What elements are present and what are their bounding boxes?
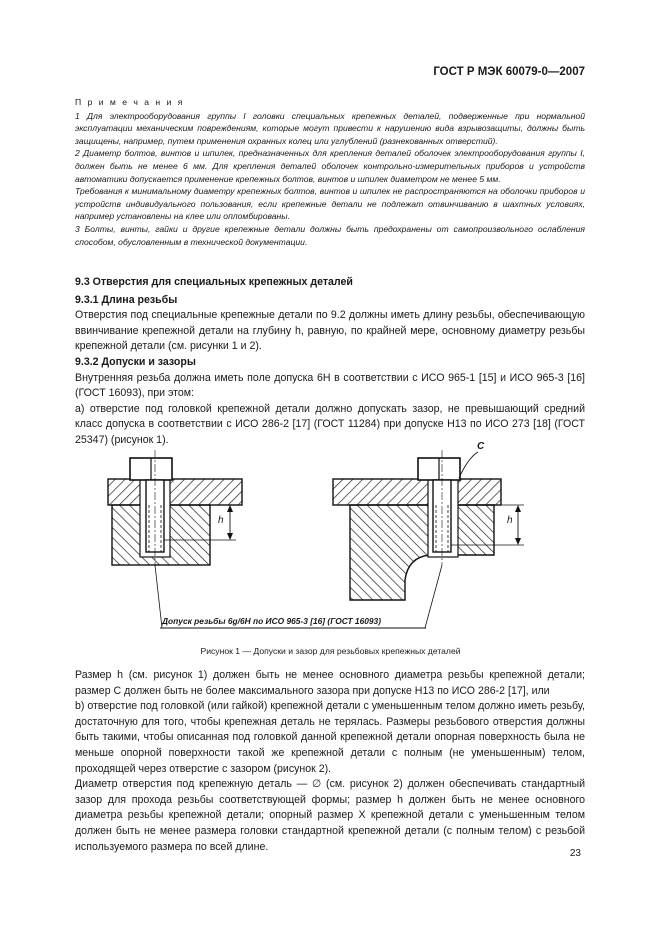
paragraph-b: b) отверстие под головкой (или гайкой) крепежной детали с уменьшенным телом должно иметь резьбу, достаточную для того, чтобы крепежная деталь не терялась. Размеры резьбового отверстия должны быть такими, чтобы описанная под головкой данной крепежной детали опорная поверхность была не меньше опорной поверхности такой же крепежной детали с полным (не уменьшенным) телом, проходящей через отверстие с зазором (рисунок 2).	[75, 700, 585, 775]
figure-caption: Рисунок 1 — Допуски и зазор для резьбовых крепежных деталей	[200, 646, 461, 656]
thread-tolerance-note: Допуск резьбы 6g/6H по ИСО 965-3 [16] (ГОСТ 16093)	[162, 616, 382, 626]
note-2b: Требования к минимальному диаметру крепежных болтов, винтов и шпилек не распространяются на оболочки приборов и устройств индивидуального пользования, если крепежные детали не подлежат отвинчиванию в шахтных условиях, например установлены на клее или опломбированы.	[75, 186, 585, 222]
paragraph-9-3-2a: Внутренняя резьба должна иметь поле допуска 6H в соответствии с ИСО 965-1 [15] и ИСО 965-3 [16] (ГОСТ 16093), при этом:	[75, 371, 585, 400]
heading-9-3-1: 9.3.1 Длина резьбы	[75, 293, 178, 306]
notes-title: П р и м е ч а н и я	[75, 97, 185, 107]
heading-9-3-2: 9.3.2 Допуски и зазоры	[75, 355, 196, 368]
right-cover-plate	[333, 479, 501, 505]
note-2: 2 Диаметр болтов, винтов и шпилек, предназначенных для крепления деталей оболочек электрооборудования группы I, должен быть не менее 6 мм. Для крепления деталей оболочек контрольно-измерительных приборов и устройств автоматики допускается применение крепежных болтов, винтов и шпилек диаметром не менее 5 мм.	[75, 148, 585, 184]
paragraph-size-h: Размер h (см. рисунок 1) должен быть не менее основного диаметра резьбы крепежной детали; размер C должен быть не более максимального зазора при допуске H13 по ИСО 286-2 [17], или	[75, 669, 585, 697]
label-h-right: h	[507, 515, 513, 526]
heading-9-3: 9.3 Отверстия для специальных крепежных деталей	[75, 276, 353, 288]
paragraph-diameter: Диаметр отверстия под крепежную деталь — ∅ (см. рисунок 2) должен обеспечивать стандартный зазор для прохода резьбы соответствующей формы; размер h должен быть не менее основного диаметра резьбы крепежной детали; опорный размер X крепежной детали с уменьшенным телом должен быть не менее размера головки стандартной крепежной детали (с полным телом) с резьбой используемого размера по всей длине.	[75, 778, 585, 853]
label-h-left: h	[218, 515, 224, 526]
note-3: 3 Болты, винты, гайки и другие крепежные детали должны быть предохранены от самопроизвольного ослабления способом, обусловленным в технической документации.	[75, 223, 585, 247]
left-assembly	[108, 450, 242, 628]
page-number: 23	[569, 848, 581, 859]
label-c: C	[477, 441, 485, 452]
left-cover-plate	[108, 479, 242, 505]
note-1: 1 Для электрооборудования группы I головки специальных крепежных деталей, подверженные при нормальной эксплуатации механическим повреждениям, которые могут привести к нарушению вида взрывозащиты, должны быть защищены, например, путем применения охранных колец или углублений (разнекованных отверстий).	[75, 110, 585, 146]
paragraph-9-3-2b: а) отверстие под головкой крепежной детали должно допускать зазор, не превышающий средний класс допуска в соответствии с ИСО 286-2 [17] (ГОСТ 11284) при допуске H13 по ИСО 273 [18] (ГОСТ 25347) (рисунок 1).	[75, 402, 585, 446]
document-header: ГОСТ Р МЭК 60079-0—2007	[433, 66, 585, 78]
paragraph-9-3-1: Отверстия под специальные крепежные детали по 9.2 должны иметь длину резьбы, обеспечивающую ввинчивание крепежной детали на глубину h, равную, по крайней мере, основному диаметру резьбы крепежной детали (см. рисунки 1 и 2).	[75, 309, 585, 353]
right-body	[350, 505, 494, 600]
section-after-figure	[75, 668, 585, 855]
right-assembly	[333, 450, 524, 628]
